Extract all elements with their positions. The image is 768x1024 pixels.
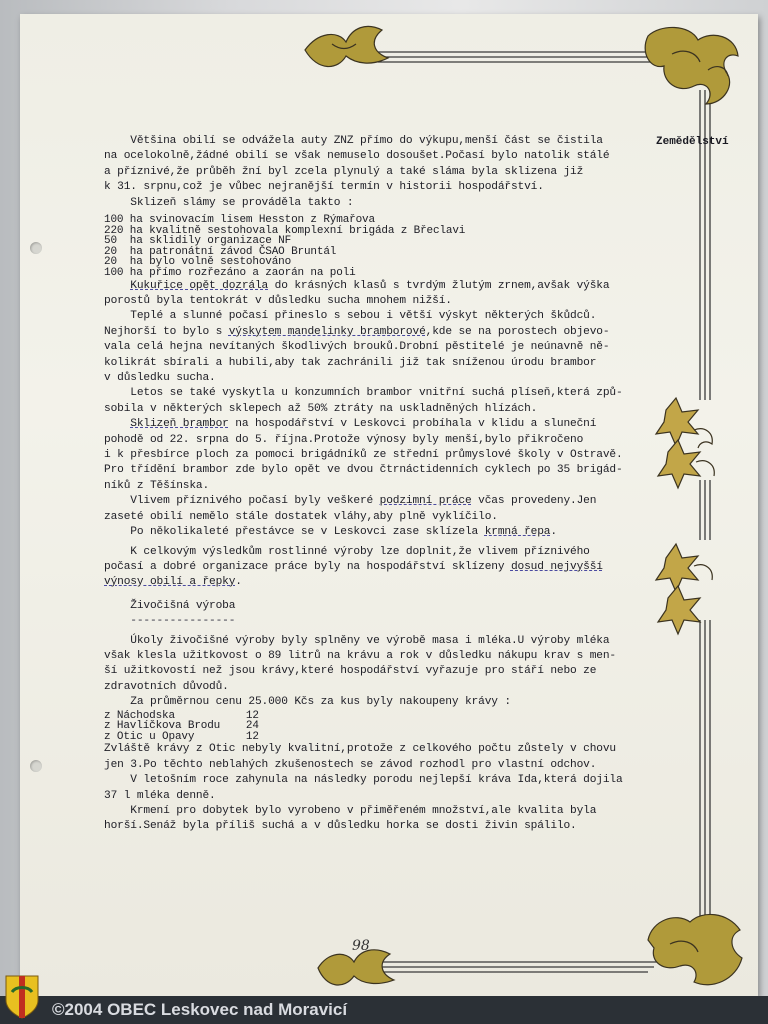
text-line: Sklizeň slámy se prováděla takto : — [104, 196, 354, 209]
page-number: 98 — [352, 938, 370, 954]
list-item: z Otic u Opavy 12 — [104, 730, 259, 743]
underlined-phrase: výnosy obilí a řepky — [104, 576, 236, 589]
list-item: 220 ha kvalitně sestohovala komplexní brigáda z Břeclavi — [104, 224, 466, 237]
copyright-footer: ©2004 OBEC Leskovec nad Moravicí — [52, 1000, 348, 1019]
underlined-phrase: krmná řepa — [484, 526, 551, 539]
text-span: . — [235, 576, 242, 589]
text-line: Zvláště krávy z Otic nebyly kvalitní,protože z celkového počtu zůstely v chovu — [104, 743, 616, 756]
text-line: na ocelokolně,žádné obilí se však nemuselo dosoušet.Počasí bylo natolik stálé — [104, 150, 610, 163]
list-item: z Náchodska 12 — [104, 709, 259, 722]
text-line: 37 l mléka denně. — [104, 789, 216, 802]
flower-ornament-icon — [656, 398, 714, 488]
text-line: Za průměrnou cenu 25.000 Kčs za kus byly nakoupeny krávy : — [104, 696, 511, 709]
text-line: a příznivé,že průběh žní byl zcela plynulý a také sláma byla sklizena již — [104, 165, 584, 178]
text-line: v důsledku sucha. — [104, 372, 216, 385]
list-item: 100 ha přímo rozřezáno a zaorán na poli — [104, 267, 356, 279]
text-line: zaseté obilí nemělo stále dostatek vláhy,aby plně vyklíčilo. — [104, 510, 498, 523]
underlined-phrase: podzimní práce — [379, 495, 472, 508]
text-line — [104, 575, 644, 590]
text-span: Po několikaleté přestávce se v Leskovci zase sklízela — [104, 526, 485, 539]
text-line — [104, 279, 644, 294]
underlined-phrase: výskytem mandelinky bramborové — [228, 325, 426, 338]
text-line: však klesla užitkovost o 89 litrů na krávu a rok v důsledku nákupu krav s men- — [104, 649, 616, 662]
leaf-ornament-icon — [318, 950, 394, 985]
section-heading: Živočišná výroba — [104, 599, 236, 612]
heading-underline: ---------------- — [104, 615, 236, 628]
list-item: 50 ha sklidily organizace NF — [104, 235, 292, 248]
text-line: K celkovým výsledkům rostlinné výroby lze doplnit,že vlivem příznivého — [104, 545, 590, 558]
document-body — [104, 134, 644, 835]
text-span: ,kde se na porostech objevo- — [425, 325, 610, 338]
underlined-phrase: Kukuřice opět dozrála — [130, 279, 269, 292]
text-line: níků z Těšínska. — [104, 479, 210, 492]
text-span: Vlivem příznivého počasí byly veškeré — [104, 495, 380, 508]
text-line: Úkoly živočišné výroby byly splněny ve výrobě masa i mléka.U výroby mléka — [104, 634, 610, 647]
section-label: Zemědělství — [656, 136, 729, 148]
text-line — [104, 417, 644, 432]
text-span: Nejhorší to bylo s — [104, 325, 229, 338]
flower-ornament-icon — [656, 544, 712, 634]
list-item: 100 ha svinovacím lisem Hesston z Rýmařova — [104, 214, 375, 227]
text-line — [104, 494, 644, 509]
text-span: na hospodářství v Leskovci probíhala v klidu a sluneční — [228, 418, 597, 431]
text-line: pohodě od 22. srpna do 5. října.Protože výnosy byly menší,bylo přikročeno — [104, 433, 584, 446]
text-line: ší užitkovostí než jsou krávy,které hospodářství vyřazuje pro stáří nebo ze — [104, 665, 597, 678]
scroll-ornament-icon — [648, 914, 742, 984]
underlined-phrase: dosud nejvyšší — [510, 560, 603, 573]
text-span: počasí a dobré organizace práce byly na hospodářství sklízeny — [104, 560, 511, 573]
text-span: do krásných klasů s tvrdým žlutým zrnem,avšak výška — [268, 279, 610, 292]
coat-of-arms-icon — [4, 974, 40, 1020]
text-line: porostů byla tentokrát v důsledku sucha mnohem nižší. — [104, 295, 452, 307]
leaf-ornament-icon — [305, 26, 388, 66]
text-line: kolikrát sbírali a hubili,aby tak zachránili již tak sníženou úrodu brambor — [104, 356, 597, 369]
underlined-phrase: Sklizeň brambor — [130, 418, 229, 431]
text-span: včas provedeny.Jen — [471, 495, 597, 508]
text-line: Letos se také vyskytla u konzumních brambor vnitřní suchá plíseň,která způ- — [104, 387, 623, 400]
text-line: jen 3.Po těchto neblahých zkušenostech se závod rozhodl pro vlastní odchov. — [104, 758, 597, 771]
text-span: . — [550, 526, 557, 539]
text-line: Teplé a slunné počasí přineslo s sebou i větší výskyt některých škůdců. — [104, 310, 597, 323]
text-line: k 31. srpnu,což je vůbec nejranější termín v historii hospodářství. — [104, 181, 544, 194]
text-line: i k přesbírce ploch za pomoci brigádníků ze střední průmyslové školy v Ostravě. — [104, 449, 623, 462]
text-line — [104, 325, 644, 340]
list-item: z Havlíčkova Brodu 24 — [104, 720, 259, 733]
text-line: Pro třídění brambor zde bylo opět ve dvou čtrnáctidenních cyklech po 35 brigád- — [104, 464, 623, 477]
list-item: 20 ha patronátní závod ČSAO Bruntál — [104, 245, 337, 258]
text-line: horší.Senáž byla příliš suchá a v důsledku horka se dosti živin spálilo. — [104, 820, 577, 833]
text-line: zdravotních důvodů. — [104, 680, 229, 693]
text-line: sobila v některých sklepech až 50% ztráty na uskladněných hlízách. — [104, 402, 538, 415]
text-line: Většina obilí se odvážela auty ZNZ přímo do výkupu,menší část se čistila — [104, 135, 603, 147]
text-line: V letošním roce zahynula na následky porodu nejlepší kráva Ida,která dojila — [104, 774, 623, 787]
list-item: 20 ha bylo volně sestohováno — [104, 256, 292, 269]
text-line — [104, 560, 644, 575]
scroll-ornament-icon — [645, 27, 738, 104]
text-line: vala celá hejna nevítaných škodlivých brouků.Drobní pěstitelé je neúnavně ně- — [104, 341, 610, 354]
text-line — [104, 525, 644, 540]
text-line: Krmení pro dobytek bylo vyrobeno v přiměřeném množství,ale kvalita byla — [104, 804, 597, 817]
